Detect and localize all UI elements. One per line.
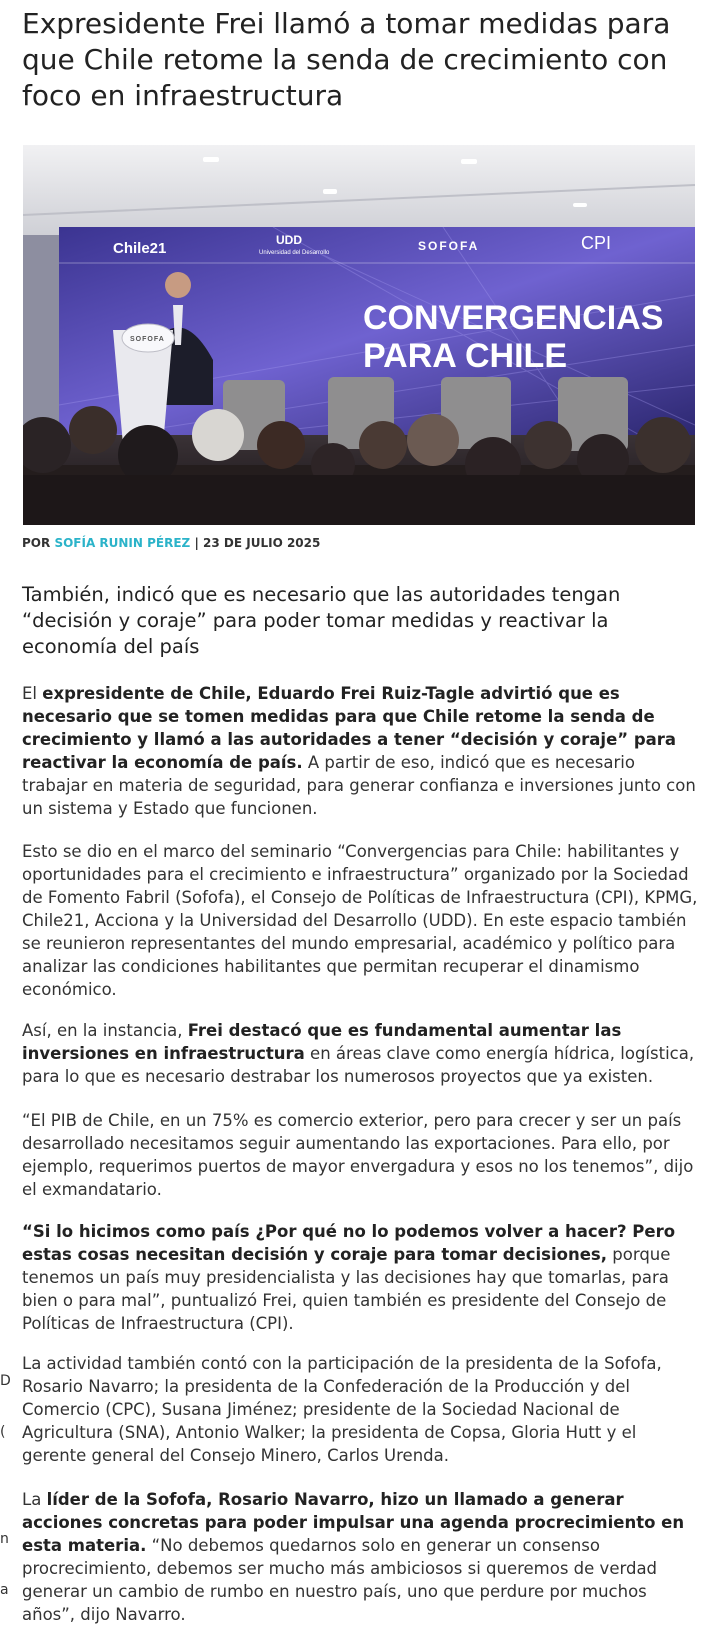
hero-photo-illustration <box>23 145 695 525</box>
paragraph-text: Así, en la instancia, <box>22 1021 188 1040</box>
paragraph-4: “El PIB de Chile, en un 75% es comercio exterior, pero para crecer y ser un país desarrollado necesitamos seguir aumentando las exportaciones. Para ello, por ejemplo, requerimos puertos de mayor envergadura y esos no los tenemos”, dijo el exmandatario. <box>22 1111 694 1199</box>
edge-fragment: ( <box>0 1424 6 1440</box>
publish-date: 23 DE JULIO 2025 <box>203 536 321 550</box>
paragraph-2: Esto se dio en el marco del seminario “Convergencias para Chile: habilitantes y oportunidades para el crecimiento e infraestructura” organizado por la Sociedad de Fomento Fabril (Sofofa), el Consejo de Políticas de Infraestructura (CPI), KPMG, Chile21, Acciona y la Universidad del Desarrollo (UDD). En este espacio también se reunieron representantes del mundo empresarial, académico y político para analizar las condiciones habilitantes que permitan recuperar el dinamismo económico. <box>22 842 698 999</box>
paragraph-text: “No debemos quedarnos solo en generar un consenso procrecimiento, debemos ser mucho más ambiciosos si queremos de verdad generar un cambio de rumbo en nuestro país, uno que perdure por muchos años”, dijo Navarro. <box>22 1536 658 1624</box>
edge-fragment: D <box>0 1373 11 1389</box>
paragraph-3 <box>22 1019 702 1088</box>
podium-logo: SOFOFA <box>130 336 165 343</box>
ceiling-light <box>461 159 477 164</box>
edge-fragment: a <box>0 1582 9 1598</box>
article-lead: También, indicó que es necesario que las autoridades tengan “decisión y coraje” para poder tomar medidas y reactivar la economía del país <box>22 583 621 658</box>
logo-udd-name: Universidad del Desarrollo <box>259 250 330 256</box>
paragraph-text: en áreas clave como energía hídrica, logística, para lo que es necesario destrabar los numerosos proyectos que ya existen. <box>22 1044 695 1086</box>
author-link[interactable]: SOFÍA RUNIN PÉREZ <box>54 536 191 550</box>
paragraph-1 <box>22 682 702 820</box>
byline-prefix: POR <box>22 536 51 550</box>
ceiling-light <box>573 203 587 207</box>
paragraph-bold: líder de la Sofofa, Rosario Navarro, hizo un llamado a generar acciones concretas para poder impulsar una agenda procrecimiento en esta materia. <box>22 1490 685 1555</box>
logo-chile21: Chile21 <box>113 240 167 257</box>
screen-title-line2: PARA CHILE <box>363 337 567 375</box>
paragraph-text: porque tenemos un país muy presidencialista y las decisiones hay que tomarlas, para bien o para mal”, puntualizó Frei, quien también es presidente del Consejo de Políticas de Infraestructura (CPI). <box>22 1245 671 1333</box>
paragraph-text: La <box>22 1490 47 1509</box>
paragraph-bold: expresidente de Chile, Eduardo Frei Ruiz-Tagle advirtió que es necesario que se tomen medidas para que Chile retome la senda de crecimiento y llamó a las autoridades a tener “decisión y coraje” para reactivar la economía de país. <box>22 684 677 772</box>
ceiling-light <box>203 157 219 162</box>
screen-title-line1: CONVERGENCIAS <box>363 299 664 337</box>
logo-udd: UDD <box>276 233 302 247</box>
paragraph-text: A partir de eso, indicó que es necesario trabajar en materia de seguridad, para generar confianza e inversiones junto con un sistema y Estado que funcionen. <box>22 753 696 818</box>
logo-cpi: CPI <box>581 233 612 253</box>
paragraph-5 <box>22 1220 702 1335</box>
paragraph-bold: Frei destacó que es fundamental aumentar las inversiones en infraestructura <box>22 1021 622 1063</box>
ceiling-light <box>323 189 337 194</box>
hero-photo <box>23 145 695 525</box>
paragraph-text: El <box>22 684 43 703</box>
byline <box>22 536 320 550</box>
byline-separator: | <box>194 536 199 550</box>
article-headline: Expresidente Frei llamó a tomar medidas para que Chile retome la senda de crecimiento con foco en infraestructura <box>22 7 671 112</box>
paragraph-7 <box>22 1488 702 1626</box>
edge-fragment: n <box>0 1531 9 1547</box>
paragraph-bold: “Si lo hicimos como país ¿Por qué no lo podemos volver a hacer? Pero estas cosas necesitan decisión y coraje para tomar decisiones, <box>22 1222 676 1264</box>
logo-sofofa: SOFOFA <box>418 239 480 253</box>
paragraph-6: La actividad también contó con la participación de la presidenta de la Sofofa, Rosario Navarro; la presidenta de la Confederación de la Producción y del Comercio (CPC), Susana Jiménez; presidente de la Sociedad Nacional de Agricultura (SNA), Antonio Walker; la presidenta de Copsa, Gloria Hutt y el gerente general del Consejo Minero, Carlos Urenda. <box>22 1354 662 1465</box>
